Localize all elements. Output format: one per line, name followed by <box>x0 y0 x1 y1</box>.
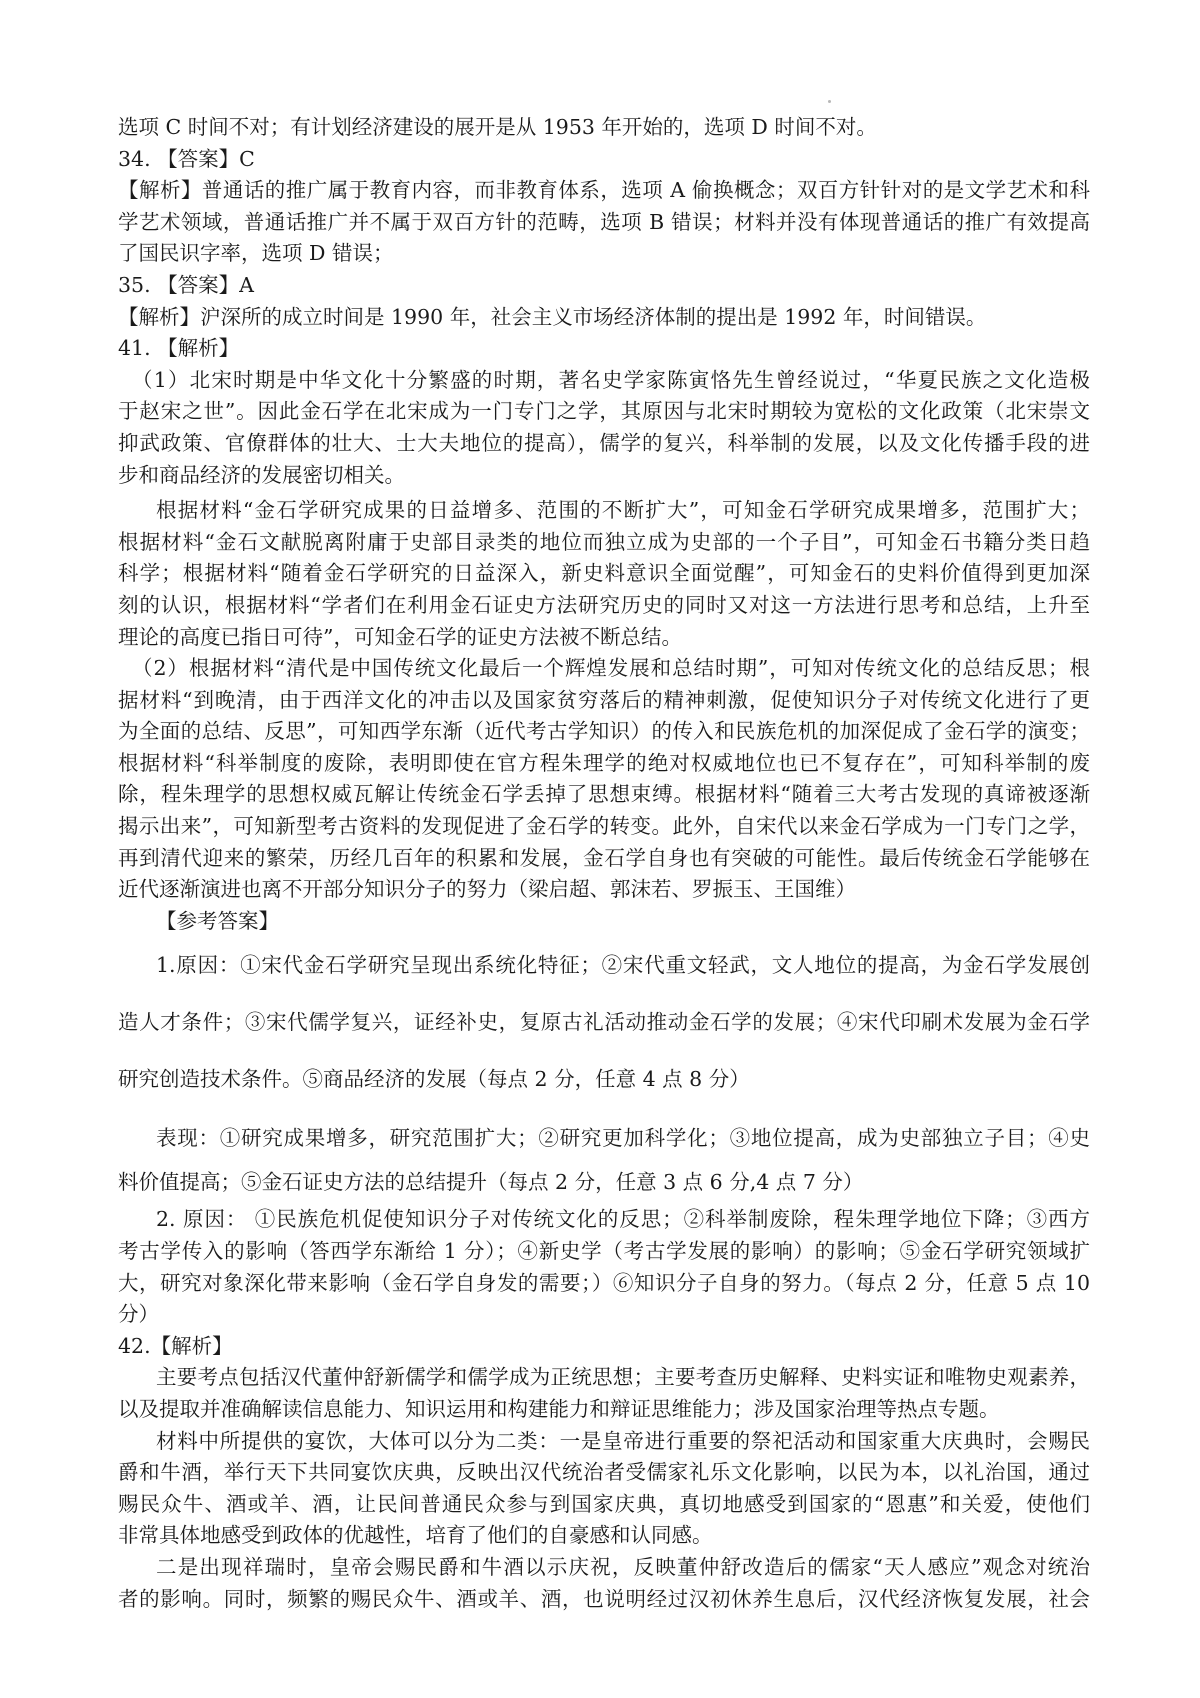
answer-heading-34: 34. 【答案】C <box>118 146 255 171</box>
text-line: 非常具体地感受到政体的优越性，培育了他们的自豪感和认同感。 <box>118 1523 713 1548</box>
question-heading-41: 41. 【解析】 <box>118 336 240 361</box>
text-line: 二是出现祥瑞时，皇帝会赐民爵和牛酒以示庆祝，反映董仲舒改造后的儒家“天人感应”观念对统治 <box>156 1554 1090 1579</box>
text-line: 根据材料“金石学研究成果的日益增多、范围的不断扩大”，可知金石学研究成果增多，范围扩大； <box>156 498 1090 523</box>
text-line: 科学；根据材料“随着金石学研究的日益深入，新史料意识全面觉醒”，可知金石的史料价值得到更加深 <box>118 561 1090 586</box>
text-line: 刻的认识，根据材料“学者们在利用金石证史方法研究历史的同时又对这一方法进行思考和总结，上升至 <box>118 592 1090 617</box>
text-line: 2. 原因： ①民族危机促使知识分子对传统文化的反思；②科举制废除，程朱理学地位下降；③西方 <box>156 1207 1090 1232</box>
text-line: 材料中所提供的宴饮，大体可以分为二类：一是皇帝进行重要的祭祀活动和国家重大庆典时，会赐民 <box>156 1428 1090 1453</box>
text-line: 表现：①研究成果增多，研究范围扩大；②研究更加科学化；③地位提高，成为史部独立子目；④史 <box>156 1126 1090 1151</box>
text-line: 揭示出来”，可知新型考古资料的发现促进了金石学的转变。此外，自宋代以来金石学成为一门专门之学， <box>118 814 1090 839</box>
scan-speck <box>828 100 831 103</box>
text-line: 据材料“到晚清，由于西洋文化的冲击以及国家贫穷落后的精神刺激，促使知识分子对传统文化进行了更 <box>118 687 1090 712</box>
text-line: 理论的高度已指日可待”，可知金石学的证史方法被不断总结。 <box>118 624 682 649</box>
text-line: 主要考点包括汉代董仲舒新儒学和儒学成为正统思想；主要考查历史解释、史料实证和唯物史观素养， <box>156 1365 1090 1390</box>
text-line: 抑武政策、官僚群体的壮大、士大夫地位的提高），儒学的复兴，科举制的发展，以及文化传播手段的进 <box>118 430 1090 455</box>
answer-heading-35: 35. 【答案】A <box>118 272 254 297</box>
text-line: 研究创造技术条件。⑤商品经济的发展（每点 2 分，任意 4 点 8 分） <box>118 1067 750 1092</box>
text-line: 除，程朱理学的思想权威瓦解让传统金石学丢掉了思想束缚。根据材料“随着三大考古发现的真谛被逐渐 <box>118 782 1090 807</box>
text-line: 爵和牛酒，举行天下共同宴饮庆典，反映出汉代统治者受儒家礼乐文化影响，以民为本，以礼治国，通过 <box>118 1460 1090 1485</box>
text-line: 学艺术领域，普通话推广并不属于双百方针的范畴，选项 B 错误；材料并没有体现普通话的推广有效提高 <box>118 209 1090 234</box>
document-body <box>118 112 1090 1615</box>
text-line: 1.原因：①宋代金石学研究呈现出系统化特征；②宋代重文轻武，文人地位的提高，为金石学发展创 <box>156 953 1090 978</box>
text-line: 于赵宋之世”。因此金石学在北宋成为一门专门之学，其原因与北宋时期较为宽松的文化政策（北宋崇文 <box>118 399 1090 424</box>
text-line: 以及提取并准确解读信息能力、知识运用和构建能力和辩证思维能力；涉及国家治理等热点专题。 <box>118 1397 1000 1421</box>
question-heading-42: 42.【解析】 <box>118 1333 233 1358</box>
text-line: 步和商品经济的发展密切相关。 <box>118 462 405 487</box>
text-line: 近代逐渐演进也离不开部分知识分子的努力（梁启超、郭沫若、罗振玉、王国维） <box>118 877 856 902</box>
text-line: 了国民识字率，选项 D 错误； <box>118 241 394 266</box>
text-line: 为全面的总结、反思”，可知西学东渐（近代考古学知识）的传入和民族危机的加深促成了金石学的演变； <box>118 719 1090 744</box>
text-line: 根据材料“金石文献脱离附庸于史部目录类的地位而独立成为史部的一个子目”，可知金石书籍分类日趋 <box>118 529 1090 554</box>
text-line: 考古学传入的影响（答西学东渐给 1 分）；④新史学（考古学发展的影响）的影响；⑤金石学研究领域扩 <box>118 1239 1090 1264</box>
text-line: 【解析】沪深所的成立时间是 1990 年，社会主义市场经济体制的提出是 1992 年，时间错误。 <box>118 304 987 329</box>
text-line: 者的影响。同时，频繁的赐民众牛、酒或羊、酒，也说明经过汉初休养生息后，汉代经济恢复发展，社会 <box>118 1586 1090 1611</box>
text-line: 造人才条件；③宋代儒学复兴，证经补史，复原古礼活动推动金石学的发展；④宋代印刷术发展为金石学 <box>118 1010 1090 1035</box>
text-line: 分） <box>118 1302 159 1327</box>
text-line: （2）根据材料“清代是中国传统文化最后一个辉煌发展和总结时期”，可知对传统文化的总结反思；根 <box>132 656 1090 681</box>
text-line: 再到清代迎来的繁荣，历经几百年的积累和发展，金石学自身也有突破的可能性。最后传统金石学能够在 <box>118 845 1090 870</box>
text-line: 选项 C 时间不对；有计划经济建设的展开是从 1953 年开始的，选项 D 时间不对。 <box>118 115 877 139</box>
text-line: 赐民众牛、酒或羊、酒，让民间普通民众参与到国家庆典，真切地感受到国家的“恩惠”和关爱，使他们 <box>118 1491 1090 1516</box>
text-line: （1）北宋时期是中华文化十分繁盛的时期，著名史学家陈寅恪先生曾经说过，“华夏民族之文化造极 <box>132 367 1090 392</box>
text-line: 料价值提高；⑤金石证史方法的总结提升（每点 2 分，任意 3 点 6 分,4 点 7 分） <box>118 1170 864 1195</box>
text-line: 根据材料“科举制度的废除，表明即使在官方程朱理学的绝对权威地位也已不复存在”，可知科举制的废 <box>118 750 1090 775</box>
reference-answer-heading: 【参考答案】 <box>156 908 279 933</box>
text-line: 大，研究对象深化带来影响（金石学自身发的需要；）⑥知识分子自身的努力。（每点 2 分，任意 5 点 10 <box>118 1270 1090 1295</box>
text-line: 【解析】普通话的推广属于教育内容，而非教育体系，选项 A 偷换概念；双百方针针对的是文学艺术和科 <box>118 178 1090 203</box>
